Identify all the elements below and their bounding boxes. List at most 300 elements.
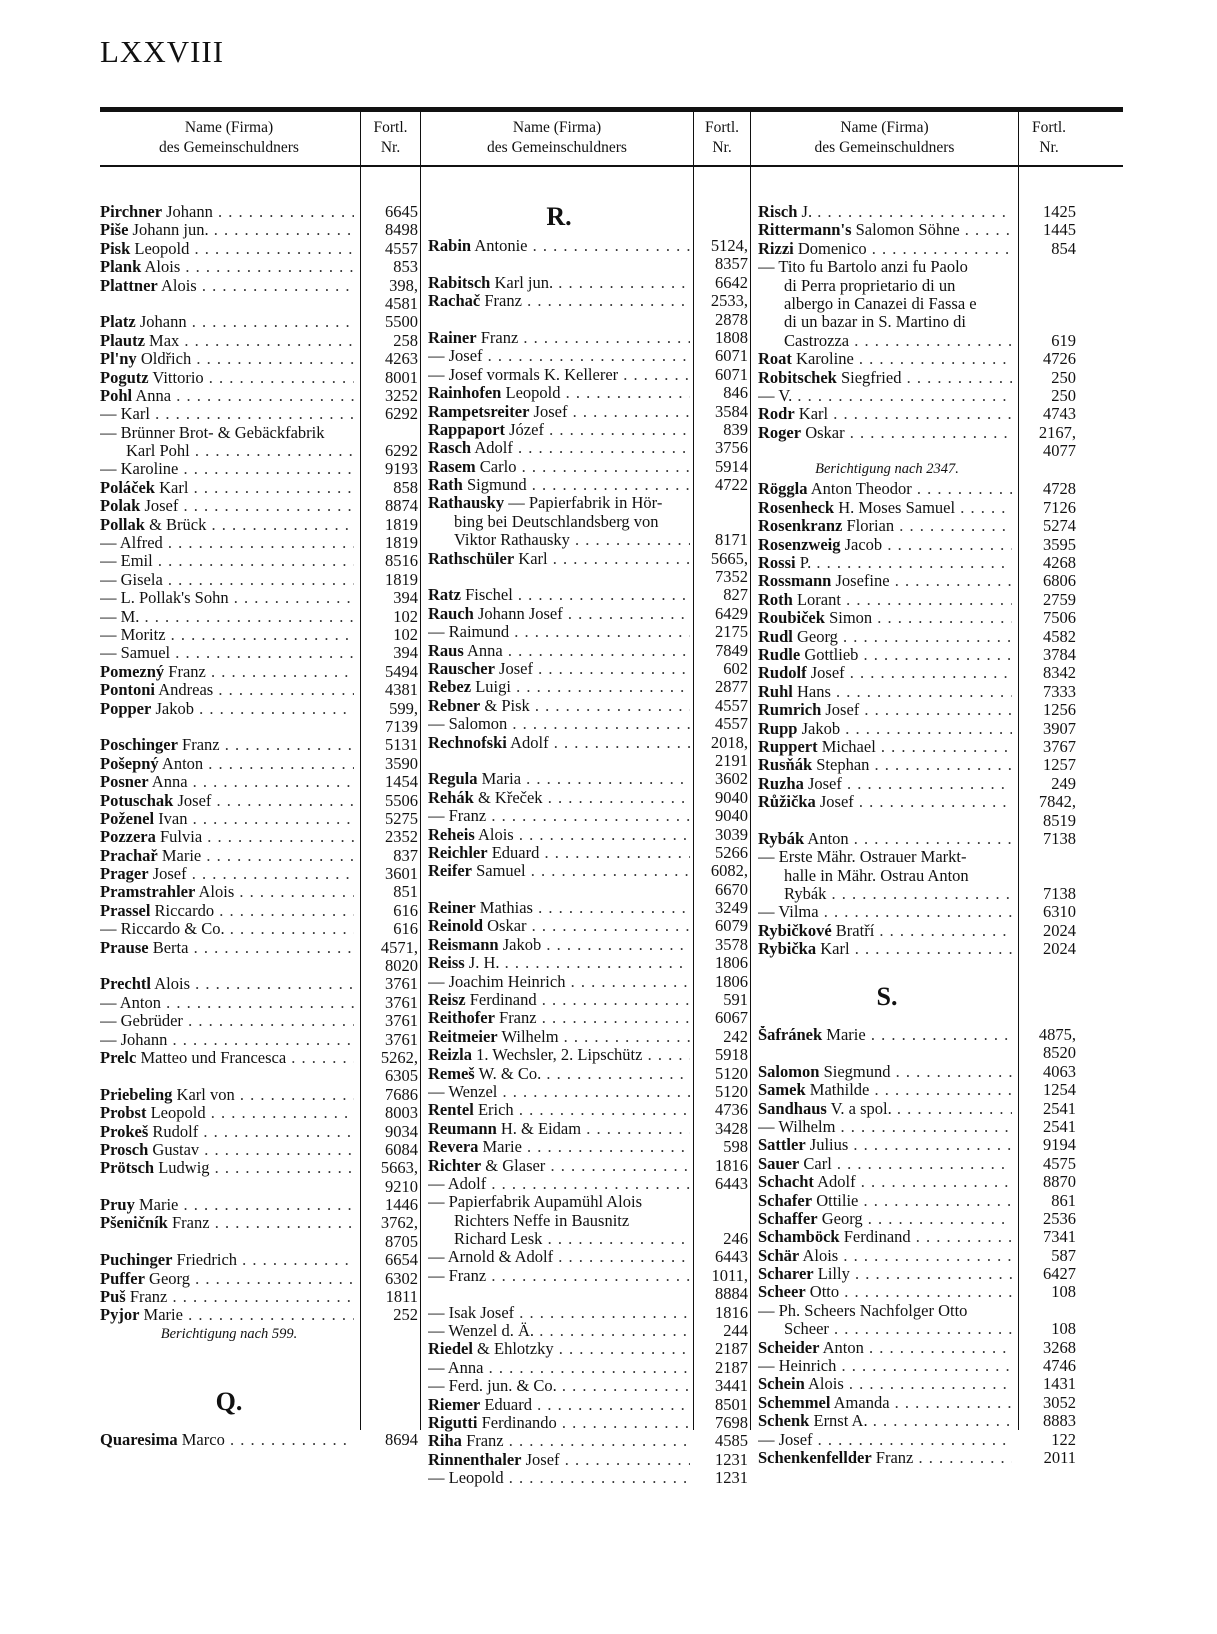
debtor-name <box>428 789 690 807</box>
debtor-surname: Poženel <box>100 809 155 828</box>
list-item <box>758 405 1076 423</box>
case-number: 3784 <box>1043 644 1076 664</box>
case-number: 1819 <box>385 533 418 553</box>
case-number: 8171 <box>715 530 748 550</box>
case-number: 1808 <box>715 327 748 347</box>
list-item <box>758 240 1076 258</box>
debtor-surname: Scheider <box>758 1338 820 1357</box>
list-item <box>428 531 748 549</box>
debtor-given-name: Franz <box>484 292 522 311</box>
list-item <box>428 366 748 384</box>
case-number: 5494 <box>385 661 418 681</box>
list-item <box>100 313 418 331</box>
list-item <box>428 734 748 752</box>
case-number: 5120 <box>715 1063 748 1083</box>
list-item <box>100 1178 418 1196</box>
debtor-surname: Potuschak <box>100 791 174 810</box>
debtor-surname: Reifer <box>428 862 472 881</box>
debtor-name <box>758 1265 1012 1283</box>
debtor-surname: Rasch <box>428 439 472 458</box>
debtor-surname: Rybák <box>758 829 805 848</box>
case-number: 598 <box>723 1137 748 1157</box>
debtor-given-name: — Franz <box>428 1266 487 1285</box>
debtor-given-name: albergo in Canazei di Fassa e <box>784 294 977 313</box>
case-number: 8498 <box>385 220 418 240</box>
debtor-given-name: Karl jun. <box>494 273 554 292</box>
debtor-given-name: Alois <box>807 1375 844 1394</box>
debtor-surname: Reiner <box>428 899 476 918</box>
debtor-given-name: Alois <box>802 1246 839 1265</box>
list-item <box>100 442 418 460</box>
debtor-surname: Pl'ny <box>100 350 137 369</box>
debtor-given-name: Julius <box>809 1136 849 1155</box>
debtor-name <box>100 1431 354 1449</box>
list-item <box>758 1283 1076 1301</box>
list-item <box>428 1322 748 1340</box>
debtor-name <box>100 1141 354 1159</box>
debtor-surname: Popper <box>100 699 152 718</box>
list-item <box>428 255 748 273</box>
list-item <box>100 221 418 239</box>
list-item <box>758 646 1076 664</box>
list-item <box>428 936 748 954</box>
list-item <box>428 954 748 972</box>
debtor-given-name: Ferdinando <box>481 1414 557 1432</box>
case-number: 2541 <box>1043 1098 1076 1118</box>
list-item <box>100 1233 418 1251</box>
debtor-name <box>428 991 690 1009</box>
debtor-name <box>758 885 1012 903</box>
case-number: 2024 <box>1043 939 1076 959</box>
debtor-surname: Ruzha <box>758 774 804 793</box>
debtor-given-name: Anton <box>807 829 849 848</box>
debtor-given-name: Otto <box>809 1283 840 1302</box>
debtor-name <box>100 1031 354 1049</box>
list-item <box>758 775 1076 793</box>
debtor-surname: Rybička <box>758 940 817 959</box>
debtor-name <box>100 902 354 920</box>
case-number: 1811 <box>385 1287 418 1307</box>
case-number: 8705 <box>385 1231 418 1251</box>
debtor-name <box>758 738 1012 756</box>
debtor-name <box>100 883 354 901</box>
list-item <box>100 552 418 570</box>
debtor-surname: Pogutz <box>100 368 149 387</box>
debtor-surname: Reiss <box>428 954 465 973</box>
list-item <box>428 311 748 329</box>
list-item <box>100 975 418 993</box>
case-number: 3762, <box>380 1213 418 1233</box>
debtor-name <box>100 479 354 497</box>
list-item <box>100 1104 418 1122</box>
debtor-given-name: halle in Mähr. Ostrau Anton <box>784 866 969 885</box>
debtor-given-name: Siegfried <box>840 368 902 387</box>
debtor-given-name: Matteo und Francesca <box>140 1048 287 1067</box>
case-number: 1816 <box>715 1302 748 1322</box>
debtor-name <box>428 403 690 421</box>
case-number: 599, <box>389 698 418 718</box>
debtor-name <box>758 646 1012 664</box>
list-item <box>428 605 748 623</box>
debtor-name <box>758 405 1012 423</box>
debtor-surname: Pruy <box>100 1196 135 1215</box>
case-number: 6645 <box>385 202 418 221</box>
case-number: 6443 <box>715 1247 748 1267</box>
debtor-given-name: Karl von <box>176 1085 235 1104</box>
debtor-surname: Plank <box>100 258 142 277</box>
list-item <box>100 405 418 423</box>
case-number: 1819 <box>385 569 418 589</box>
debtor-name <box>100 1214 354 1232</box>
debtor-given-name: — Samuel <box>100 644 171 663</box>
debtor-surname: Schein <box>758 1375 805 1394</box>
debtor-name <box>428 1322 690 1340</box>
case-number: 6642 <box>715 272 748 292</box>
case-number: 2759 <box>1043 589 1076 609</box>
debtor-name <box>758 775 1012 793</box>
debtor-name <box>100 700 354 718</box>
case-number: 9040 <box>715 787 748 807</box>
list-item <box>428 494 748 512</box>
list-item <box>428 329 748 347</box>
debtor-surname: Pollak <box>100 515 145 534</box>
debtor-name <box>758 720 1012 738</box>
debtor-surname: Prötsch <box>100 1159 155 1178</box>
debtor-surname: Rinnenthaler <box>428 1450 522 1469</box>
debtor-name <box>428 660 690 678</box>
debtor-surname: Rauscher <box>428 659 495 678</box>
list-item <box>758 664 1076 682</box>
debtor-name <box>100 865 354 883</box>
list-item <box>758 295 1076 313</box>
debtor-name <box>428 1340 690 1358</box>
debtor-given-name: Anna <box>135 386 172 405</box>
debtor-given-name: Anton <box>161 754 204 773</box>
list-item <box>428 715 748 733</box>
list-item <box>428 586 748 604</box>
debtor-given-name: Johann <box>166 203 213 221</box>
list-item <box>100 277 418 295</box>
list-item <box>100 755 418 773</box>
debtor-surname: Plattner <box>100 276 158 295</box>
debtor-surname: Riha <box>428 1432 462 1451</box>
debtor-name <box>428 1267 690 1285</box>
debtor-given-name: Friedrich <box>176 1251 238 1270</box>
case-number: 6084 <box>385 1139 418 1159</box>
debtor-name <box>428 292 690 310</box>
debtor-given-name: Lilly <box>817 1265 850 1284</box>
section-heading-r: R. <box>546 202 572 231</box>
header-rule <box>100 165 1123 167</box>
debtor-name <box>428 807 690 825</box>
list-item <box>428 1009 748 1027</box>
case-number: 9193 <box>385 459 418 479</box>
debtor-name <box>428 1065 690 1083</box>
debtor-name <box>758 536 1012 554</box>
case-number: 5506 <box>385 790 418 810</box>
list-item <box>758 1228 1076 1246</box>
list-item <box>100 516 418 534</box>
debtor-name <box>100 1123 354 1141</box>
list-item <box>428 568 748 586</box>
debtor-given-name: Franz <box>466 1432 504 1451</box>
case-number: 5663, <box>380 1158 418 1178</box>
debtor-given-name: Marie <box>826 1026 866 1045</box>
case-number: 4063 <box>1043 1061 1076 1081</box>
case-number: 1446 <box>385 1195 418 1215</box>
list-item <box>100 534 418 552</box>
debtor-name <box>100 810 354 828</box>
list-item <box>428 384 748 402</box>
debtor-given-name: Anna <box>151 773 188 792</box>
debtor-given-name: Bratří <box>835 921 875 940</box>
debtor-name <box>100 1049 354 1067</box>
column-divider <box>750 112 751 1430</box>
debtor-name <box>758 499 1012 517</box>
debtor-name <box>758 1283 1012 1301</box>
top-rule <box>100 107 1123 112</box>
case-number: 861 <box>1051 1190 1076 1210</box>
debtor-name <box>758 591 1012 609</box>
case-number: 839 <box>723 419 748 439</box>
debtor-given-name: Alois <box>160 276 197 295</box>
case-number: 619 <box>1051 330 1076 350</box>
case-number: 398, <box>389 275 418 295</box>
debtor-name <box>758 1320 1012 1338</box>
case-number: 6079 <box>715 916 748 936</box>
case-number: 851 <box>393 882 418 902</box>
debtor-name <box>428 623 690 641</box>
list-item <box>428 752 748 770</box>
debtor-name <box>428 605 690 623</box>
debtor-surname: Riedel <box>428 1340 473 1359</box>
case-number: 3590 <box>385 753 418 773</box>
case-number: 7126 <box>1043 497 1076 517</box>
debtor-given-name: Karl <box>798 405 829 424</box>
list-item <box>428 1083 748 1101</box>
debtor-given-name: Leopold <box>150 1104 206 1123</box>
list-item <box>100 957 418 975</box>
debtor-given-name: — L. Pollak's Sohn <box>100 589 229 608</box>
case-number: 1257 <box>1043 755 1076 775</box>
case-number: 8520 <box>1043 1043 1076 1063</box>
list-item <box>428 917 748 935</box>
debtor-name <box>758 369 1012 387</box>
debtor-name <box>428 1009 690 1027</box>
case-number: 837 <box>393 845 418 865</box>
case-number: 2175 <box>715 622 748 642</box>
debtor-name <box>428 1230 690 1248</box>
debtor-given-name: Eduard <box>491 843 540 862</box>
debtor-surname: Reitmeier <box>428 1027 498 1046</box>
list-item <box>758 221 1076 239</box>
list-item <box>428 403 748 421</box>
debtor-given-name: Georg <box>796 627 838 646</box>
list-item <box>428 1101 748 1119</box>
case-number: 6292 <box>385 441 418 461</box>
header-nr-label: Fortl. <box>704 119 740 136</box>
debtor-name <box>428 329 690 347</box>
debtor-name <box>428 1451 690 1469</box>
debtor-name <box>100 994 354 1012</box>
list-item <box>100 810 418 828</box>
case-number: 6443 <box>715 1173 748 1193</box>
debtor-name <box>428 458 690 476</box>
debtor-name <box>100 920 354 938</box>
debtor-given-name: Josef <box>144 497 179 516</box>
debtor-given-name: Marie <box>138 1196 179 1215</box>
debtor-name <box>100 203 354 221</box>
debtor-given-name: Riccardo <box>154 901 215 920</box>
case-number: 4722 <box>715 475 748 495</box>
debtor-name <box>758 1155 1012 1173</box>
case-number: 7352 <box>715 567 748 587</box>
case-number: 6067 <box>715 1008 748 1028</box>
case-number: 7506 <box>1043 608 1076 628</box>
debtor-given-name: Georg <box>149 1269 190 1288</box>
case-number: 102 <box>393 624 418 644</box>
case-number: 9034 <box>385 1121 418 1141</box>
debtor-name <box>100 387 354 405</box>
debtor-name <box>428 586 690 604</box>
case-number: 5500 <box>385 312 418 332</box>
debtor-given-name: Marco <box>181 1430 225 1449</box>
debtor-surname: Rudolf <box>758 664 807 683</box>
case-number: 2536 <box>1043 1208 1076 1228</box>
debtor-name <box>100 1159 354 1177</box>
case-number: 853 <box>393 257 418 277</box>
debtor-given-name: Franz <box>480 328 519 347</box>
debtor-given-name: Ferdinand <box>469 991 537 1010</box>
list-item <box>100 332 418 350</box>
debtor-surname: Rainhofen <box>428 384 502 403</box>
debtor-surname: Reizla <box>428 1046 472 1065</box>
debtor-given-name: Leopold <box>505 384 561 403</box>
case-number: 4381 <box>385 680 418 700</box>
debtor-name <box>428 1469 690 1487</box>
list-item <box>428 1138 748 1156</box>
debtor-surname: Schamböck <box>758 1228 840 1247</box>
debtor-name <box>758 480 1012 498</box>
debtor-surname: Riemer <box>428 1395 481 1414</box>
debtor-name <box>428 1377 690 1395</box>
debtor-given-name: Josef <box>819 793 854 812</box>
debtor-given-name: Josef <box>177 791 212 810</box>
list-item <box>428 770 748 788</box>
debtor-name <box>758 683 1012 701</box>
debtor-name <box>428 917 690 935</box>
case-number: 1431 <box>1043 1374 1076 1394</box>
debtor-given-name: — Wenzel d. Ä. <box>428 1322 535 1341</box>
debtor-name <box>428 862 690 880</box>
debtor-given-name: Johann <box>139 313 187 332</box>
debtor-given-name: Scheer <box>784 1320 829 1339</box>
list-item <box>100 736 418 754</box>
debtor-given-name: Johann Josef <box>477 604 563 623</box>
debtor-name <box>428 1248 690 1266</box>
debtor-name <box>428 1120 690 1138</box>
debtor-given-name: J. <box>801 203 813 221</box>
case-number: 616 <box>393 900 418 920</box>
case-number: 6071 <box>715 364 748 384</box>
debtor-given-name: — V. <box>758 386 793 405</box>
debtor-name <box>758 1063 1012 1081</box>
debtor-given-name: Eduard <box>484 1395 532 1414</box>
list-item <box>758 1063 1076 1081</box>
debtor-name <box>428 973 690 991</box>
debtor-name <box>100 571 354 589</box>
debtor-name <box>758 424 1012 442</box>
debtor-given-name: Fulvia <box>160 828 203 847</box>
list-item <box>428 899 748 917</box>
case-number: 8357 <box>715 254 748 274</box>
case-number: 5120 <box>715 1081 748 1101</box>
debtor-surname: Sauer <box>758 1154 800 1173</box>
debtor-given-name: — Arnold & Adolf <box>428 1248 554 1267</box>
debtor-name <box>758 1339 1012 1357</box>
case-number: 3761 <box>385 992 418 1012</box>
header-nr-label: Fortl. <box>373 119 408 136</box>
debtor-surname: Rath <box>428 476 463 495</box>
debtor-name <box>428 1083 690 1101</box>
debtor-given-name: — Raimund <box>428 623 510 642</box>
debtor-surname: Růžička <box>758 793 816 812</box>
list-item <box>100 1306 418 1324</box>
list-item <box>758 830 1076 848</box>
debtor-name <box>100 1288 354 1306</box>
debtor-name <box>758 1357 1012 1375</box>
case-number: 9210 <box>385 1176 418 1196</box>
debtor-surname: Puchinger <box>100 1251 173 1270</box>
case-number: 4557 <box>385 238 418 258</box>
debtor-given-name: Ivan <box>158 809 188 828</box>
debtor-surname: Probst <box>100 1104 147 1123</box>
case-number: 3428 <box>715 1118 748 1138</box>
case-number: 7138 <box>1043 828 1076 848</box>
case-number: 858 <box>393 477 418 497</box>
list-item <box>100 258 418 276</box>
list-item <box>100 479 418 497</box>
list-item <box>100 644 418 662</box>
debtor-given-name: Franz <box>875 1449 914 1467</box>
debtor-given-name: Marie <box>143 1306 183 1325</box>
list-item <box>100 700 418 718</box>
list-item <box>428 513 748 531</box>
debtor-name <box>758 756 1012 774</box>
list-item <box>428 1396 748 1414</box>
debtor-name <box>758 258 1012 276</box>
list-item <box>428 1340 748 1358</box>
debtor-given-name: Viktor Rathausky <box>454 531 570 550</box>
debtor-given-name: Karl <box>518 549 548 568</box>
debtor-name <box>100 1196 354 1214</box>
case-number: 8694 <box>385 1429 418 1449</box>
case-number: 8884 <box>715 1284 748 1304</box>
debtor-name <box>100 497 354 515</box>
case-number: 9194 <box>1043 1135 1076 1155</box>
debtor-name <box>100 828 354 846</box>
list-item <box>100 1159 418 1177</box>
case-number: 246 <box>723 1229 748 1249</box>
debtor-given-name: Rudolf <box>152 1122 199 1141</box>
debtor-surname: Rasem <box>428 457 476 476</box>
debtor-given-name: di un bazar in S. Martino di <box>784 313 966 332</box>
debtor-name <box>100 405 354 423</box>
debtor-given-name: — Gebrüder <box>100 1012 183 1031</box>
case-number: 827 <box>723 585 748 605</box>
debtor-given-name: Johann jun. <box>132 221 209 240</box>
debtor-surname: Reheis <box>428 825 475 844</box>
